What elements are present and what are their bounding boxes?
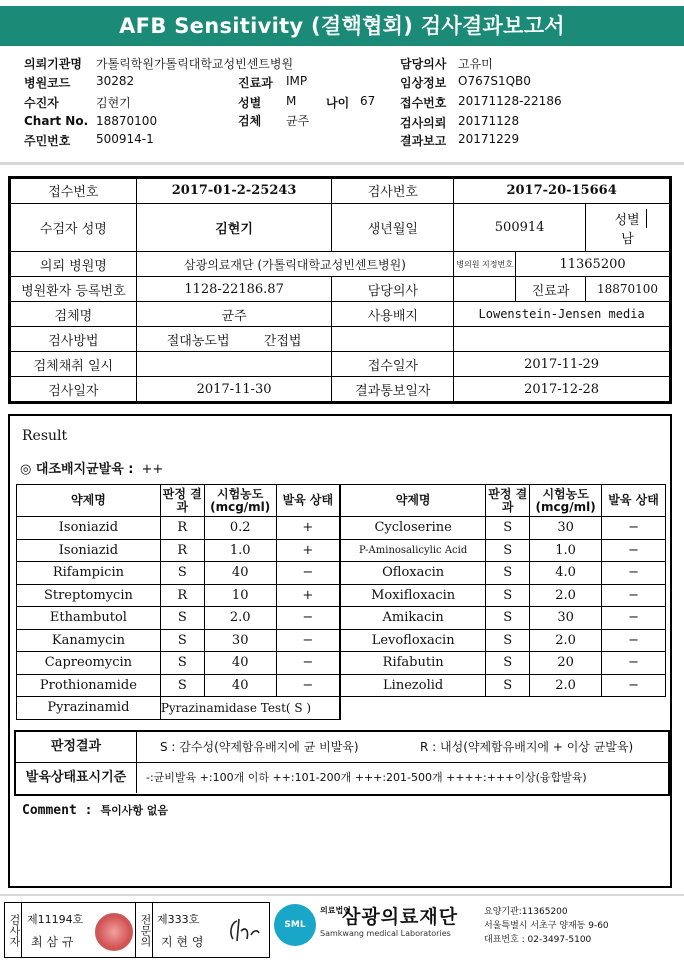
hospital-value: 삼광의료재단 (가톨릭대학교성빈센트병원)	[136, 252, 453, 277]
reg-label: 병원환자 등록번호	[11, 277, 137, 302]
notify-label: 결과통보일자	[332, 377, 454, 402]
growth-label: 발육상태표시기준	[16, 763, 137, 793]
cell-growth: +	[276, 539, 340, 562]
comment-label: Comment :	[22, 803, 93, 818]
specimen-value: 균주	[136, 302, 332, 327]
cell-drug: Levofloxacin	[340, 629, 486, 652]
cell-conc: 40	[204, 652, 276, 675]
corp-label: 의료법인	[320, 906, 351, 915]
cell-conc: 4.0	[530, 562, 602, 585]
sensitivity-table	[16, 484, 666, 720]
org-en: Samkwang medical Laboratories	[320, 929, 451, 938]
cell-conc: 40	[204, 562, 276, 585]
specimen-value: 균주	[286, 114, 310, 128]
pza-drug: Pyrazinamid	[17, 697, 161, 720]
col-conc: 시험농도 (mcg/ml)	[530, 485, 602, 517]
control-value: ++	[141, 462, 164, 477]
sex-cell	[586, 203, 670, 252]
col-growth: 발육 상태	[276, 485, 340, 517]
birth-label: 생년월일	[332, 203, 454, 252]
cell-conc: 2.0	[530, 584, 602, 607]
request-form	[8, 176, 672, 404]
cell-drug: Cycloserine	[340, 517, 486, 540]
cell-growth: −	[276, 629, 340, 652]
collect-label: 검체채취 일시	[11, 352, 137, 377]
code-line: 요양기관:11365200	[484, 907, 568, 917]
comment-text: 특이사항 없음	[100, 804, 169, 817]
test-no-label: 검사번호	[332, 179, 454, 204]
cell-growth: −	[276, 674, 340, 697]
col-drug: 약제명	[17, 485, 161, 517]
judge-s: S : 감수성(약제함유배지에 균 비발육)	[160, 740, 359, 754]
method-label: 검사방법	[11, 327, 137, 352]
request-label: 검사의뢰	[400, 116, 447, 130]
table-row	[17, 539, 666, 562]
cell-drug: Streptomycin	[17, 584, 161, 607]
col-conc: 시험농도 (mcg/ml)	[204, 485, 276, 517]
receipt-value: 20171128-22186	[458, 94, 562, 108]
dept-label: 진료과	[516, 277, 586, 302]
cell-res: S	[160, 607, 204, 630]
cell-conc: 2.0	[530, 629, 602, 652]
medium-value: Lowenstein-Jensen media	[454, 302, 670, 327]
cell-conc: 2.0	[530, 674, 602, 697]
age-value: 67	[360, 94, 376, 108]
cell-conc: 10	[204, 584, 276, 607]
cell-drug: Rifampicin	[17, 562, 161, 585]
cell-drug: Prothionamide	[17, 674, 161, 697]
control-label: ◎ 대조배지균발육 :	[20, 462, 134, 477]
specialist-name: 지 현 영	[161, 935, 204, 949]
footer	[0, 894, 684, 966]
method-cell	[136, 327, 332, 352]
cell-res: S	[486, 562, 530, 585]
cell-conc: 2.0	[204, 607, 276, 630]
result-title: Result	[22, 428, 68, 444]
cell-growth: −	[602, 517, 666, 540]
chart-label: Chart No.	[24, 114, 89, 128]
cell-res: S	[486, 629, 530, 652]
cell-growth: −	[602, 584, 666, 607]
table-row	[17, 517, 666, 540]
test-date: 2017-11-30	[136, 377, 332, 402]
table-row	[17, 562, 666, 585]
tester-label: 검사자	[5, 903, 22, 957]
receipt-no: 2017-01-2-25243	[136, 179, 332, 204]
col-growth: 발육 상태	[602, 485, 666, 517]
cell-growth: −	[602, 562, 666, 585]
cell-drug: P-Aminosalicylic Acid	[340, 539, 486, 562]
cell-res: S	[160, 652, 204, 675]
institution-label: 의뢰기관명	[24, 57, 82, 71]
table-row	[17, 607, 666, 630]
cell-res: S	[160, 562, 204, 585]
cell-res: R	[160, 539, 204, 562]
cell-drug: Kanamycin	[17, 629, 161, 652]
recv-date: 2017-11-29	[454, 352, 670, 377]
cell-conc: 1.0	[204, 539, 276, 562]
cell-res: S	[486, 517, 530, 540]
method-indirect: 간접법	[263, 333, 302, 349]
id-label: 주민번호	[24, 134, 71, 148]
cell-growth: +	[276, 517, 340, 540]
method-absolute: 절대농도법	[166, 333, 230, 349]
tester-seal	[95, 913, 133, 951]
judge-r: R : 내성(약제함유배지에 + 이상 균발육)	[420, 740, 634, 754]
id-value: 500914-1	[96, 132, 154, 146]
phone: 대표번호 : 02-3497-5100	[484, 935, 592, 945]
legend-box	[14, 730, 670, 796]
cell-conc: 30	[530, 517, 602, 540]
tester-no: 제11194호	[27, 913, 84, 926]
sex-label: 성별	[238, 96, 262, 110]
judge-label: 판정결과	[16, 732, 137, 762]
growth-text: -:균비발육 +:100개 이하 ++:101-200개 +++:201-500개 ++++:+++이상(융합발육)	[146, 771, 587, 784]
org-name: 삼광의료재단	[342, 906, 459, 928]
cell-drug: Ethambutol	[17, 607, 161, 630]
cell-conc: 20	[530, 652, 602, 675]
designated-label: 병의원 지정번호	[454, 252, 516, 277]
hospital-label: 의뢰 병원명	[11, 252, 137, 277]
recipient-label: 수진자	[24, 96, 59, 110]
age-label: 나이	[326, 96, 350, 110]
logo-icon: SML	[274, 904, 316, 946]
request-value: 20171128	[458, 114, 520, 128]
cell-drug: Isoniazid	[17, 539, 161, 562]
sex-value: M	[286, 94, 297, 108]
control-growth	[20, 458, 163, 477]
doctor-value	[454, 277, 516, 302]
sex-label: 성별	[608, 209, 647, 228]
table-row	[17, 584, 666, 607]
cell-growth: −	[276, 607, 340, 630]
dept-label: 진료과	[238, 76, 273, 90]
recv-date-label: 접수일자	[332, 352, 454, 377]
report-date-value: 20171229	[458, 132, 520, 146]
specialist-label: 전문의	[135, 903, 153, 957]
cell-drug: Capreomycin	[17, 652, 161, 675]
patient-name: 김현기	[136, 203, 332, 252]
report-date-label: 결과보고	[400, 134, 447, 148]
divider	[0, 162, 684, 165]
signature-box	[4, 902, 270, 958]
table-row	[17, 674, 666, 697]
reg-value: 1128-22186.87	[136, 277, 332, 302]
patient-name-label: 수검자 성명	[11, 203, 137, 252]
doctor-label: 담당의사	[400, 57, 447, 71]
tester-name: 최 삼 규	[31, 935, 74, 949]
cell-conc: 40	[204, 674, 276, 697]
growth-row	[16, 763, 668, 793]
col-result: 판정 결과	[486, 485, 530, 517]
chart-value: 18870100	[96, 114, 158, 128]
dept-value: IMP	[286, 74, 308, 88]
cell-res: S	[486, 652, 530, 675]
cell-conc: 0.2	[204, 517, 276, 540]
clinical-value: O767S1QB0	[458, 74, 531, 88]
result-section	[8, 414, 672, 888]
birth-cell	[454, 203, 586, 252]
comment	[22, 802, 168, 818]
pza-result: Pyrazinamidase Test( S )	[160, 697, 340, 720]
cell-res: S	[160, 629, 204, 652]
dept-value: 18870100	[586, 277, 670, 302]
cell-growth: −	[602, 607, 666, 630]
cell-growth: −	[602, 629, 666, 652]
cell-growth: +	[276, 584, 340, 607]
cell-res: S	[160, 674, 204, 697]
signature-mark	[223, 913, 263, 947]
medium-label: 사용배지	[332, 302, 454, 327]
table-row	[17, 652, 666, 675]
address: 서울특별시 서초구 양재동 9-60	[484, 921, 609, 931]
cell-conc: 30	[204, 629, 276, 652]
cell-res: S	[486, 607, 530, 630]
cell-growth: −	[276, 652, 340, 675]
cell-drug: Ofloxacin	[340, 562, 486, 585]
report-title: AFB Sensitivity (결핵협회) 검사결과보고서	[0, 6, 684, 46]
hospital-code-label: 병원코드	[24, 76, 71, 90]
doctor-value: 고유미	[458, 57, 493, 71]
test-date-label: 검사일자	[11, 377, 137, 402]
receipt-no-label: 접수번호	[11, 179, 137, 204]
cell-drug: Moxifloxacin	[340, 584, 486, 607]
specialist-no: 제333호	[157, 913, 200, 926]
cell-res: S	[486, 674, 530, 697]
cell-res: R	[160, 584, 204, 607]
test-no: 2017-20-15664	[454, 179, 670, 204]
cell-conc: 1.0	[530, 539, 602, 562]
notify-date: 2017-12-28	[454, 377, 670, 402]
cell-growth: −	[602, 674, 666, 697]
cell-drug: Isoniazid	[17, 517, 161, 540]
cell-conc: 30	[530, 607, 602, 630]
cell-res: S	[486, 539, 530, 562]
collect-value	[136, 352, 332, 377]
receipt-label: 접수번호	[400, 96, 447, 110]
col-result: 판정 결과	[160, 485, 204, 517]
sex-value: 남	[621, 231, 634, 247]
cell-growth: −	[602, 539, 666, 562]
doctor-label: 담당의사	[332, 277, 454, 302]
col-drug: 약제명	[340, 485, 486, 517]
cell-growth: −	[602, 652, 666, 675]
cell-res: R	[160, 517, 204, 540]
birth-value: 500914	[494, 220, 545, 236]
cell-res: S	[486, 584, 530, 607]
cell-drug: Rifabutin	[340, 652, 486, 675]
hospital-code-value: 30282	[96, 74, 135, 88]
cell-drug: Amikacin	[340, 607, 486, 630]
cell-growth: −	[276, 562, 340, 585]
clinical-label: 임상정보	[400, 76, 447, 90]
specimen-label: 검체명	[11, 302, 137, 327]
judge-row	[16, 732, 668, 763]
specimen-label: 검체	[238, 114, 262, 128]
institution-value: 가톨릭학원가톨릭대학교성빈센트병원	[96, 57, 294, 71]
designated-value: 11365200	[516, 252, 670, 277]
cell-drug: Linezolid	[340, 674, 486, 697]
header-info	[0, 52, 684, 152]
table-row	[17, 629, 666, 652]
recipient-value: 김현기	[96, 96, 131, 110]
